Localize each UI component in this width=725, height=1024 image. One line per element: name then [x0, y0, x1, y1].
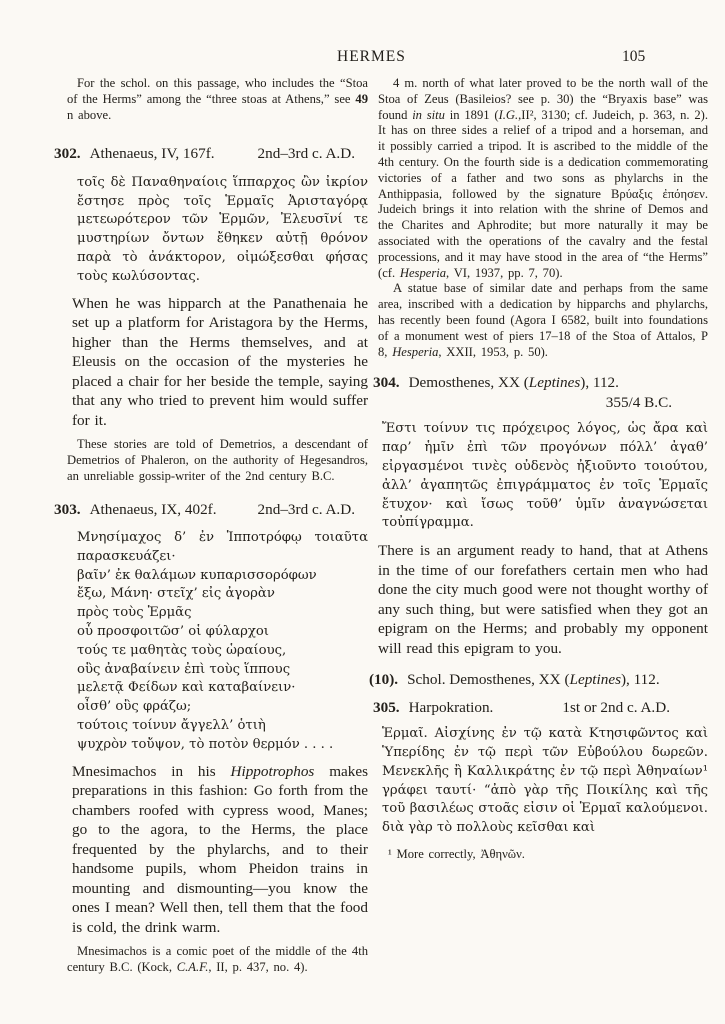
verse-line: τούς τε μαθητὰς τοὺς ὡραίους, [77, 642, 287, 658]
commentary-paragraph: A statue base of similar date and perhaps from the same area, inscribed with a dedication by hipparchs and phylarchs, has recently been found (Agora I 6582, built into foundations of a monument west of piers 17–18 of the Stoa of Attalos, P 8, Hesperia, XXII, 1953, p. 50). [378, 281, 708, 359]
english-translation: Mnesimachos in his Hippotrophos makes preparations in this fashion: Go forth from the chambers roofed with cypress wood, Manes; go to the agora, to the Herms, the place frequented by the phylarchs, and to their handsome pupils, whom Pheidon trains in mounting and dismounting—you know the ones I mean? Well then, tell them that the food is cold, the drink warm. [72, 762, 368, 936]
verse-line: τούτοις τοίνυν ἄγγελλ’ ὁτιὴ [77, 718, 266, 734]
verse-line: βαῖν’ ἐκ θαλάμων κυπαρισσορόφων [77, 567, 317, 583]
verse-line: οὗ προσφοιτῶσ’ οἱ φύλαρχοι [77, 624, 269, 640]
right-column [369, 76, 708, 863]
verse-line: οἶσθ’ οὓς φράζω; [77, 699, 192, 715]
entry-date: 2nd–3rd c. A.D. [257, 145, 355, 163]
entry-date: 355/4 B.C. [605, 393, 672, 411]
entry-source: Athenaeus, IX, 402f. [89, 500, 217, 518]
entry-304-heading [373, 373, 708, 393]
entry-305 [373, 698, 708, 863]
entry-date: 1st or 2nd c. A.D. [562, 698, 670, 716]
entry-source: Harpokration. [408, 698, 494, 716]
entry-source: Athenaeus, IV, 167f. [89, 145, 215, 163]
greek-verse-quotation [77, 567, 368, 755]
verse-line: οὓς ἀναβαίνειν ἐπὶ τοὺς ἵππους [77, 661, 291, 677]
greek-quotation: τοῖς δὲ Παναθηναίοις ἵππαρχος ὢν ἰκρίον ἔστησε πρὸς τοῖς Ἑρμαῖς Ἀρισταγόρᾳ μετεωρότερον τῶν Ἑρμῶν, Ἐλευσῖνί τε μυστηρίων ὄντων ἔθηκεν αὐτῇ θρόνον παρὰ τὸ ἀνάκτορον, οἰμώξεσθαι φήσας τοὺς κωλύσοντας. [77, 174, 368, 284]
entry-number: 305. [373, 698, 400, 716]
entry-number: 302. [54, 145, 81, 163]
page-number: 105 [622, 48, 646, 65]
entry-source: Demosthenes, XX (Leptines), 112. [408, 374, 619, 392]
entry-305-heading [373, 698, 708, 718]
greek-quotation-intro: Μνησίμαχος δ’ ἐν Ἱπποτρόφῳ τοιαῦτα παρασκευάζει· [77, 530, 368, 564]
commentary-paragraph: 4 m. north of what later proved to be the north wall of the Stoa of Zeus (Basileios? see p. 30) the “Bryaxis base” was found in situ in 1891 (I.G.,II², 3130; cf. Judeich, p. 363, n. 2). It has on three sides a relief of a tripod and a horseman, and it possibly carried a tripod. It is ascribed to the middle of the 4th century. On the fourth side is a dedication commemorating victories of a father and two sons as phylarchs in the Anthippasia, followed by the signature Βρύαξις ἐπόησεν. Judeich brings it into relation with the shrine of Demos and the Charites and Aphrodite; but more naturally it may be associated with the operations of the cavalry and the festal processions, and it may have stood in the area of “the Herms” (cf. Hesperia, VI, 1937, pp. 7, 70). [378, 76, 708, 280]
english-translation: When he was hipparch at the Panathenaia he set up a platform for Aristagora by the Herms, higher than the Herms themselves, and at Eleusis on the occasion of the mysteries he placed a chair for her beside the temple, saying that any who tried to prevent him would suffer for it. [72, 294, 368, 429]
entry-number: 303. [54, 500, 81, 518]
commentary-note: These stories are told of Demetrios, a descendant of Demetrios of Phaleron, on the authority of Hegesandros, an unreliable gossip-writer of the 2nd century B.C. [67, 437, 368, 483]
entry-date: 2nd–3rd c. A.D. [257, 500, 355, 518]
running-title: HERMES [337, 48, 406, 65]
entry-302 [54, 144, 368, 484]
entry-303 [54, 500, 368, 976]
entry-304 [373, 373, 708, 658]
entry-source: Schol. Demosthenes, XX (Leptines), 112. [407, 671, 660, 689]
entry-302-heading [54, 144, 368, 164]
greek-quotation: Ἑρμαῖ. Αἰσχίνης ἐν τῷ κατὰ Κτησιφῶντος καὶ Ὑπερίδης ἐν τῷ περὶ τῶν Εὐβούλου δωρεῶν. Μενεκλῆς ἢ Καλλικράτης ἐν τῷ περὶ Ἀθηναίων¹ γράφει ταυτί· “ἀπὸ γὰρ τῆς Ποικίλης καὶ τῆς τοῦ βασιλέως στοᾶς εἰσιν οἱ Ἑρμαῖ καλούμενοι. διὰ γὰρ τὸ πολλοὺς κεῖσθαι καὶ [382, 726, 708, 836]
english-translation: There is an argument ready to hand, that at Athens in the time of our forefathers certain men who had done the city much good were not thought worthy of any such thing, but were satisfied when they got an epigram on the Herms; and probably my opponent will read this epigram to you. [378, 542, 708, 657]
verse-line: μελετᾷ Φείδων καὶ καταβαίνειν· [77, 680, 296, 696]
left-column [54, 76, 368, 991]
commentary-note: Mnesimachos is a comic poet of the middle of the 4th century B.C. (Kock, C.A.F., II, p. 437, no. 4). [67, 944, 368, 974]
page-header [0, 48, 725, 68]
entry-number: (10). [369, 671, 399, 689]
footnote: ¹ More correctly, Ἀθηνῶν. [388, 846, 525, 861]
verse-line: πρὸς τοὺς Ἑρμᾶς [77, 605, 192, 621]
greek-quotation: Ἔστι τοίνυν τις πρόχειρος λόγος, ὡς ἄρα καὶ παρ’ ἡμῖν ἐπὶ τῶν προγόνων πόλλ’ ἀγαθ’ εἰργασμένοι τινὲς οὐδενὸς ἠξιοῦντο τοιούτου, ἀλλ’ ἀγαπητῶς ἐπιγράμματος ἐν τοῖς Ἑρμαῖς ἔτυχον· καὶ ἴσως τοῦθ’ ὑμῖν ἀναγνώσεται τοὐπίγραμμα. [382, 421, 708, 531]
verse-line: ψυχρὸν τοὔψον, τὸ ποτὸν θερμόν . . . . [77, 736, 334, 752]
entry-303-heading [54, 500, 368, 520]
entry-10-scholion-heading [369, 670, 708, 690]
cross-reference-note: For the schol. on this passage, who includes the “Stoa of the Herms” among the “three stoas at Athens,” see 49 n above. [67, 76, 368, 122]
entry-number: 304. [373, 374, 400, 392]
verse-line: ἔξω, Μάνη· στεῖχ’ εἰς ἀγορὰν [77, 586, 275, 602]
